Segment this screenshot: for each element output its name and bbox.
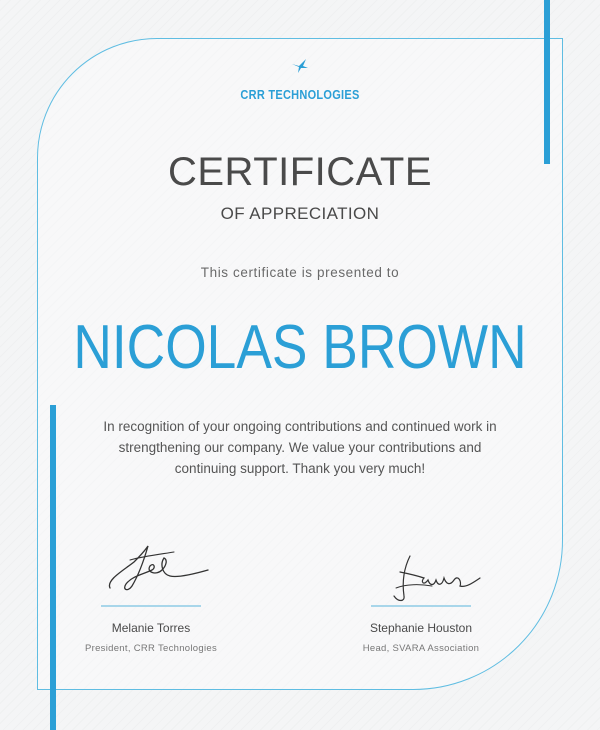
signer-role-left: President, CRR Technologies	[84, 643, 218, 654]
signer-name-right: Stephanie Houston	[369, 621, 473, 635]
signer-name-left: Melanie Torres	[111, 621, 191, 635]
signature-line-left	[101, 605, 201, 607]
top-accent-bar	[544, 0, 550, 164]
certificate-title: CERTIFICATE	[167, 150, 433, 194]
presented-to-text: This certificate is presented to	[200, 265, 400, 280]
recipient-name: NICOLAS BROWN	[73, 313, 527, 382]
signature-stephanie-houston	[380, 552, 490, 607]
appreciation-message: In recognition of your ongoing contributions and continued work in strengthening our company. We value your contributions and continuing support. Thank you very much!	[103, 419, 497, 476]
company-name: CRR TECHNOLOGIES	[240, 88, 360, 102]
certificate-subtitle: OF APPRECIATION	[220, 204, 380, 223]
bird-icon	[290, 56, 310, 76]
signer-role-right: Head, SVARA Association	[362, 643, 480, 654]
signature-melanie-torres	[104, 540, 214, 595]
signature-line-right	[371, 605, 471, 607]
left-accent-bar	[50, 405, 56, 730]
